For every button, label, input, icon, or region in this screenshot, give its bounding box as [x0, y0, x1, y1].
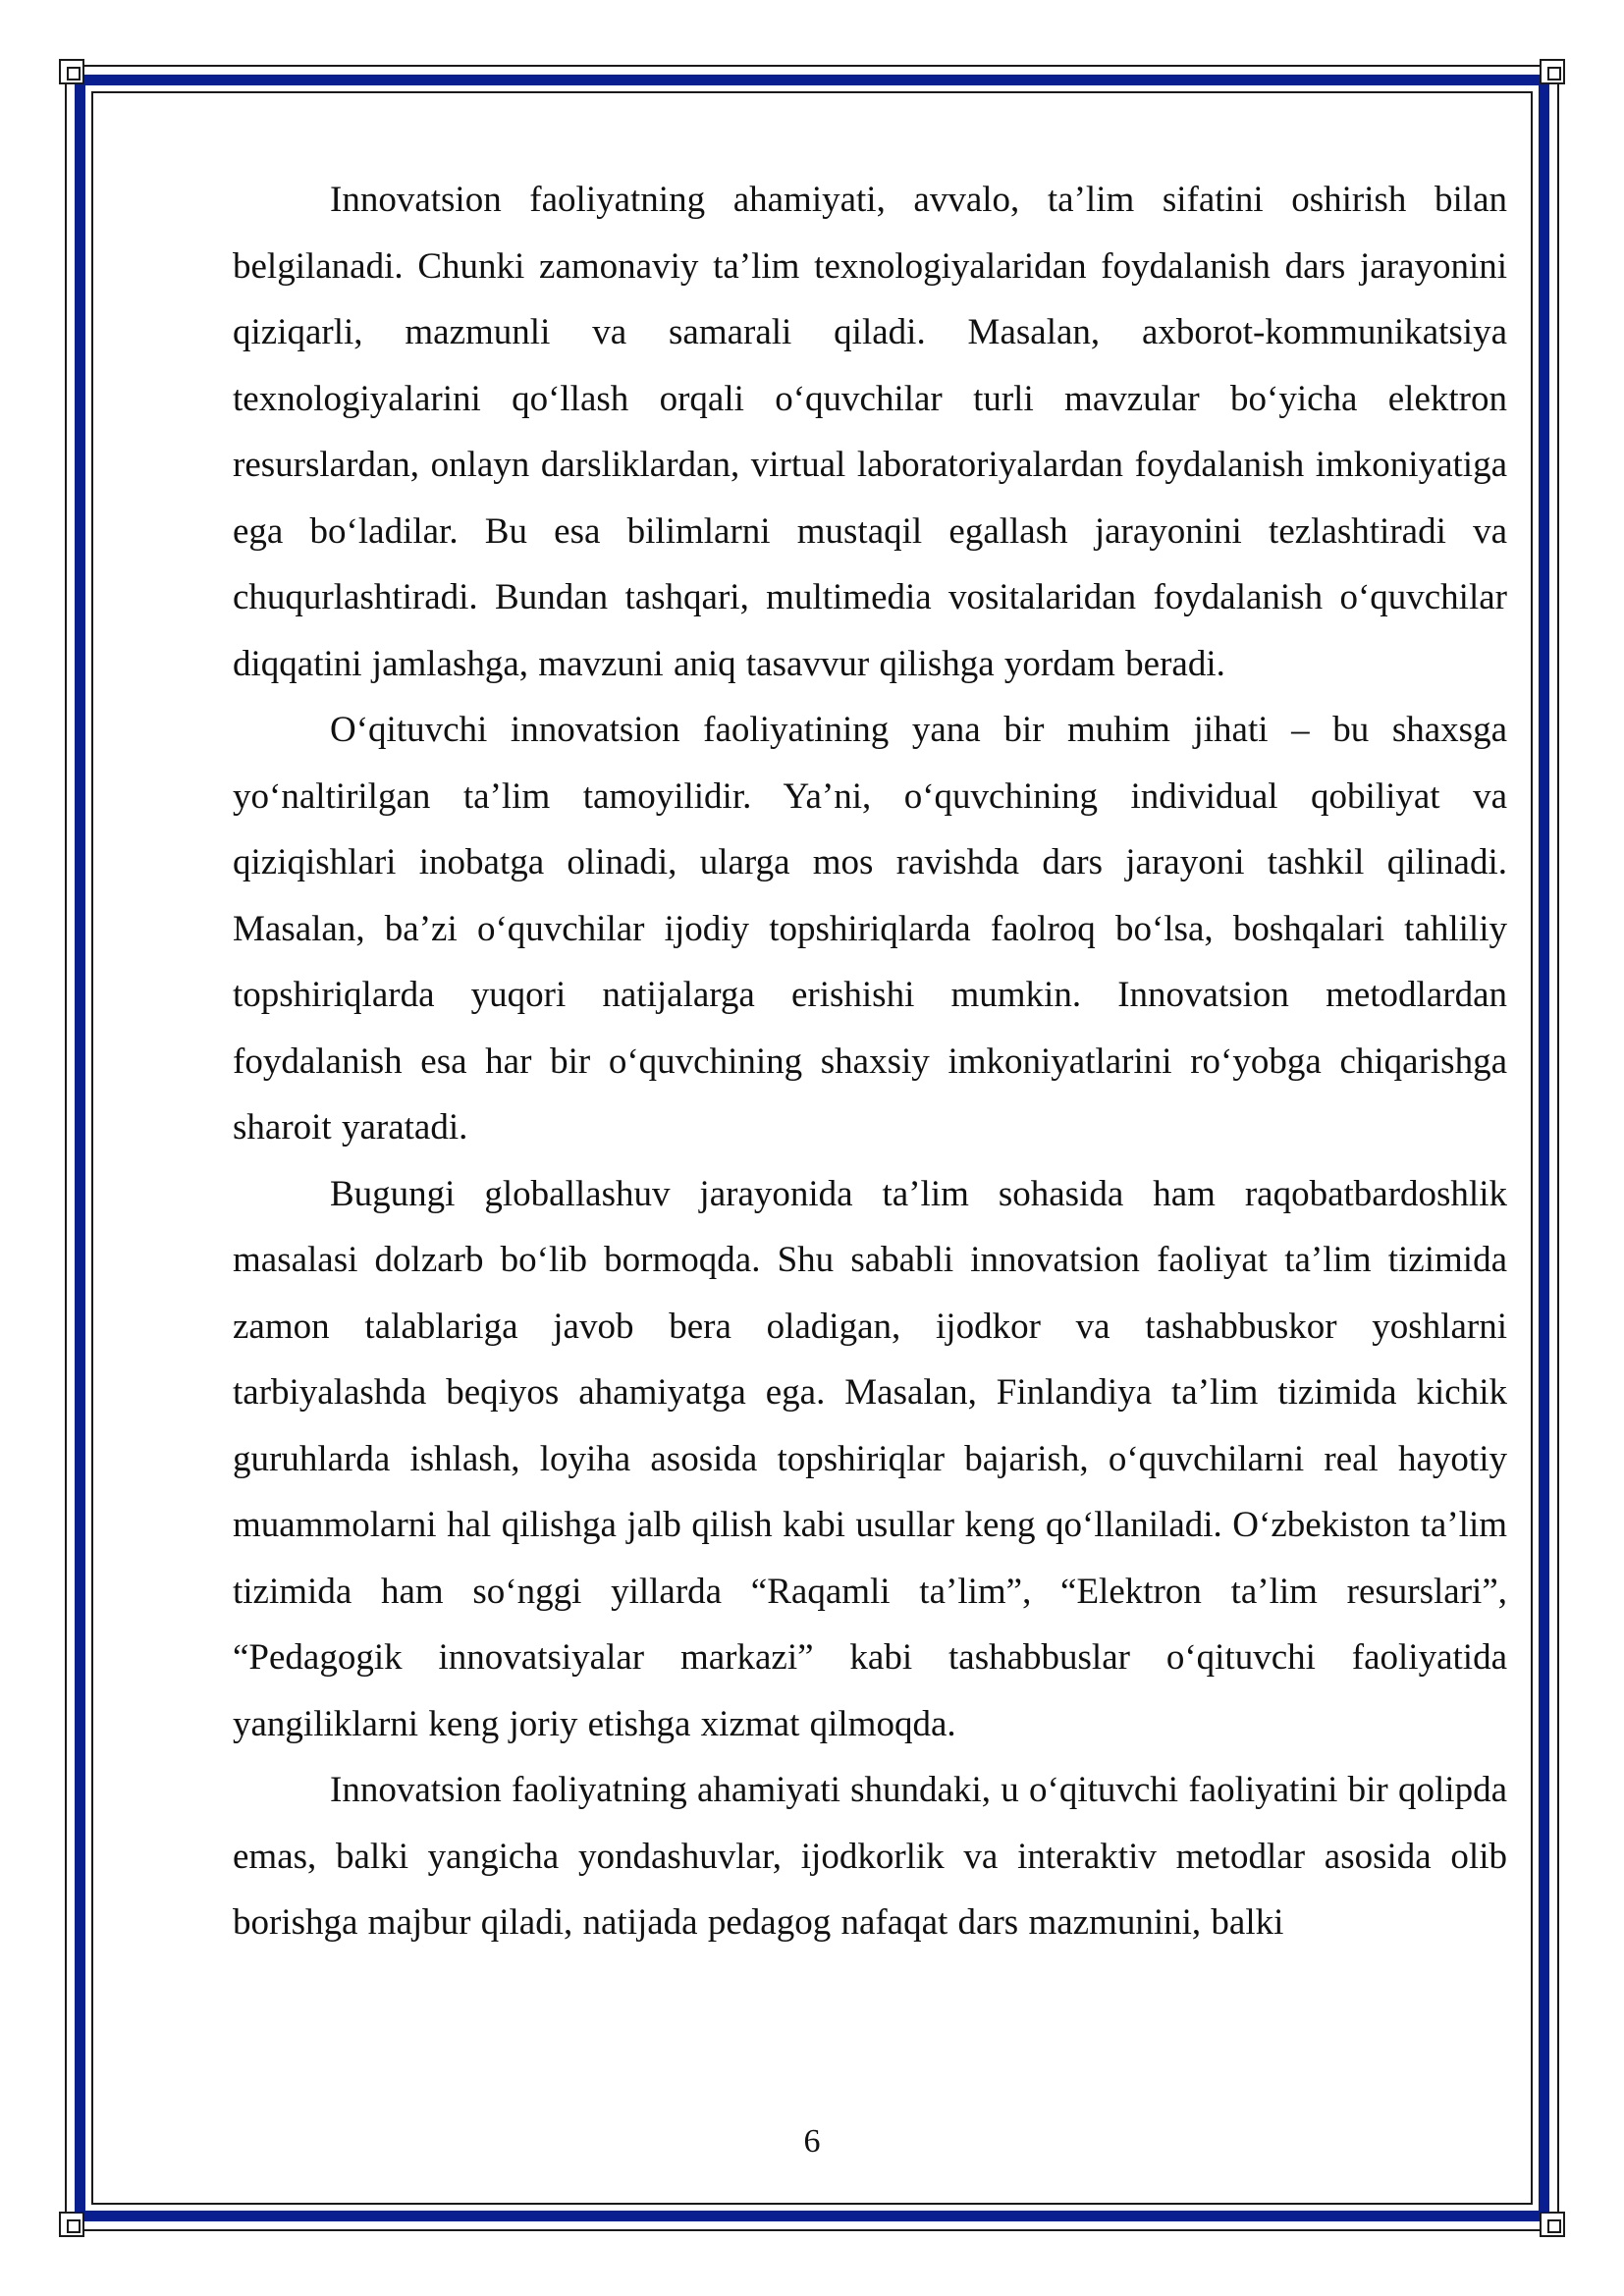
page-number: 6 — [803, 2123, 821, 2160]
paragraph-1: Innovatsion faoliyatning ahamiyati, avvalo, ta’lim sifatini oshirish bilan belgilanadi. Chunki zamonaviy ta’lim texnologiyalaridan foydalanish dars jarayonini qiziqarli, mazmunli va samarali qiladi. Masalan, axborot-kommunikatsiya texnologiyalarini qo‘llash orqali o‘quvchilar turli mavzular bo‘yicha elektron resurslardan, onlayn darsliklardan, virtual laboratoriyalardan foydalanish imkoniyatiga ega bo‘ladilar. Bu esa bilimlarni mustaqil egallash jarayonini tezlashtiradi va chuqurlashtiradi. Bundan tashqari, multimedia vositalaridan foydalanish o‘quvchilar diqqatini jamlashga, mavzuni aniq tasavvur qilishga yordam beradi. — [233, 180, 1507, 684]
corner-ornament-bottom-left — [59, 2212, 84, 2237]
paragraph-3: Bugungi globallashuv jarayonida ta’lim sohasida ham raqobatbardoshlik masalasi dolzarb bo‘lib bormoqda. Shu sababli innovatsion faoliyat ta’lim tizimida zamon talablariga javob bera oladigan, ijodkor va tashabbuskor yoshlarni tarbiyalashda beqiyos ahamiyatga ega. Masalan, Finlandiya ta’lim tizimida kichik guruhlarda ishlash, loyiha asosida topshiriqlar bajarish, o‘quvchilarni real hayotiy muammolarni hal qilishga jalb qilish kabi usullar keng qo‘llaniladi. O‘zbekiston ta’lim tizimida ham so‘nggi yillarda “Raqamli ta’lim”, “Elektron ta’lim resurslari”, “Pedagogik innovatsiyalar markazi” kabi tashabbuslar o‘qituvchi faoliyatida yangiliklarni keng joriy etishga xizmat qilmoqda. — [233, 1173, 1507, 1744]
corner-ornament-bottom-right — [1540, 2212, 1565, 2237]
corner-ornament-top-left — [59, 59, 84, 84]
paragraph-4: Innovatsion faoliyatning ahamiyati shundaki, u o‘qituvchi faoliyatini bir qolipda emas, balki yangicha yondashuvlar, ijodkorlik va interaktiv metodlar asosida olib borishga majbur qiladi, natijada pedagog nafaqat dars mazmunini, balki — [233, 1770, 1507, 1943]
body-text — [233, 167, 1507, 1956]
paragraph-2: O‘qituvchi innovatsion faoliyatining yana bir muhim jihati – bu shaxsga yo‘naltirilgan ta’lim tamoyilidir. Ya’ni, o‘quvchining individual qobiliyat va qiziqishlari inobatga olinadi, ularga mos ravishda dars jarayoni tashkil qilinadi. Masalan, ba’zi o‘quvchilar ijodiy topshiriqlarda faolroq bo‘lsa, boshqalari tahliliy topshiriqlarda yuqori natijalarga erishishi mumkin. Innovatsion metodlardan foydalanish esa har bir o‘quvchining shaxsiy imkoniyatlarini ro‘yobga chiqarishga sharoit yaratadi. — [233, 710, 1507, 1148]
corner-ornament-top-right — [1540, 59, 1565, 84]
